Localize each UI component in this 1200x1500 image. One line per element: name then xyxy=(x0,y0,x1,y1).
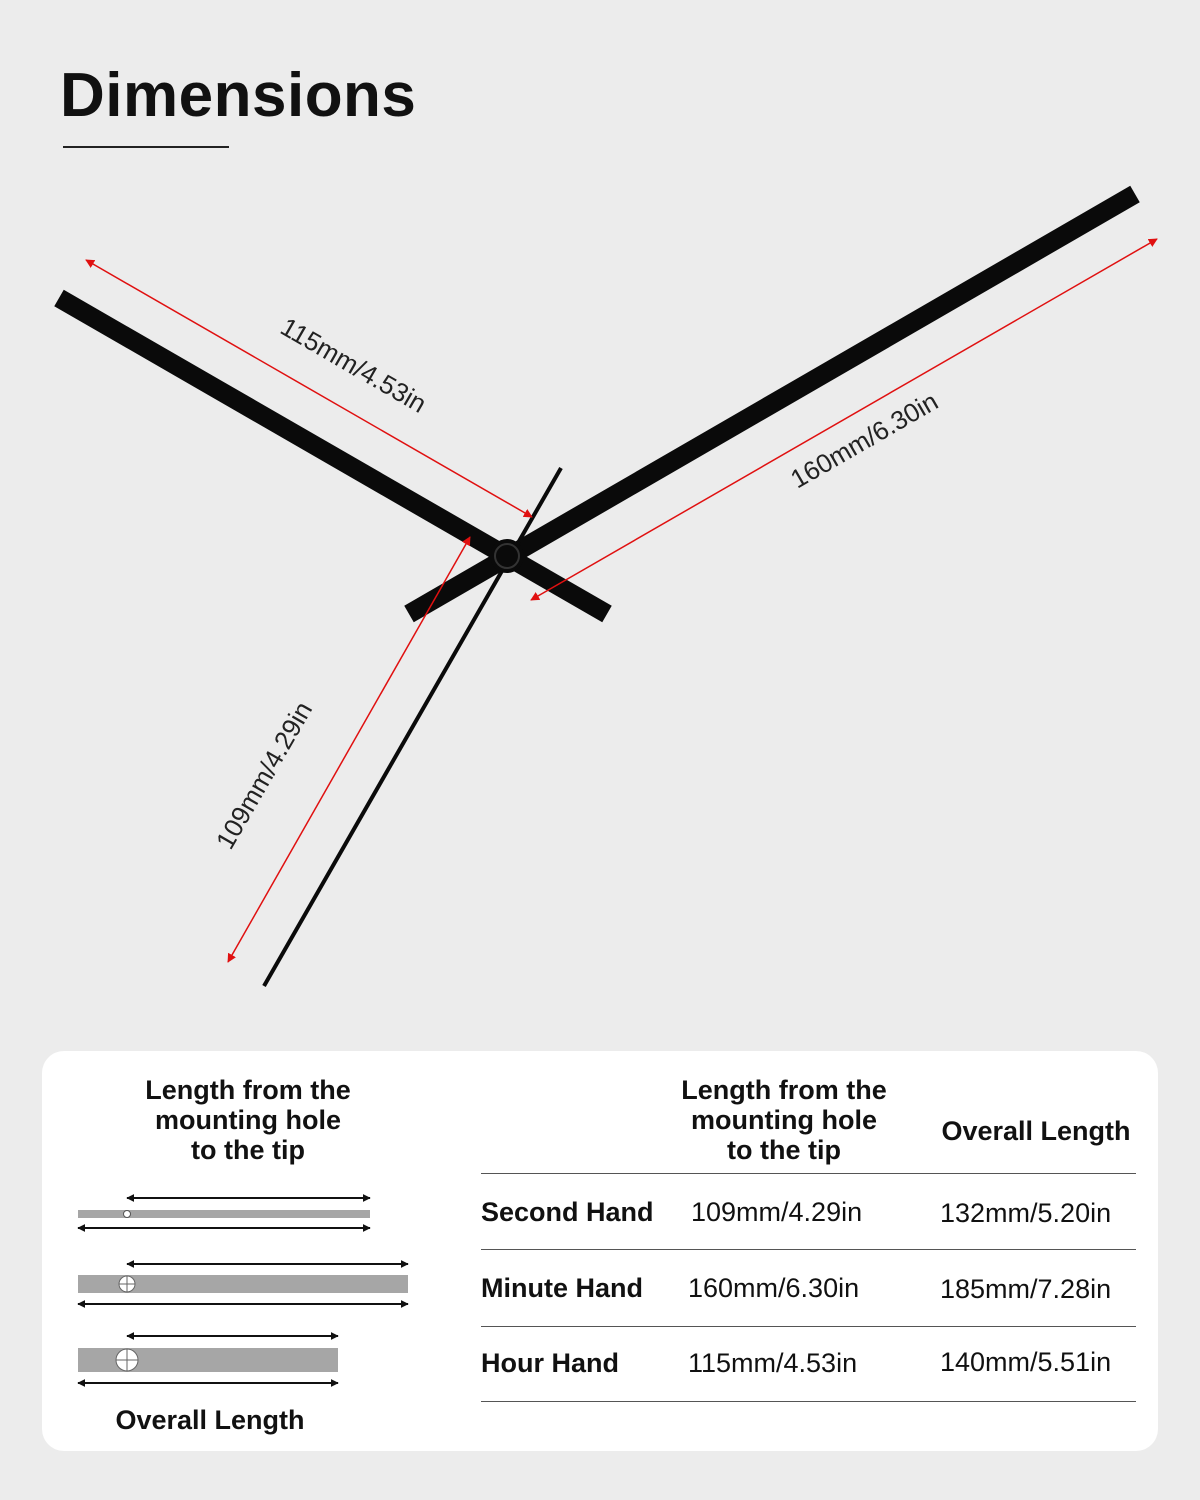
table-cell-overall-length: 185mm/7.28in xyxy=(940,1274,1112,1304)
table-row-label: Second Hand xyxy=(481,1197,654,1227)
table-header-overall-length: Overall Length xyxy=(941,1116,1131,1146)
table-row-divider xyxy=(481,1326,1136,1327)
table-row-label: Hour Hand xyxy=(481,1348,619,1378)
minute-dimension-line xyxy=(531,239,1157,600)
table-header-tip-length-text: Length from the mounting hole to the tip xyxy=(681,1075,887,1166)
table-cell-tip-length: 115mm/4.53in xyxy=(688,1348,858,1378)
minute-dimension-label: 160mm/6.30in xyxy=(785,385,943,495)
table-bottom-rule xyxy=(481,1401,1136,1402)
legend-second-hole-icon xyxy=(124,1211,131,1218)
table-cell-overall-length: 140mm/5.51in xyxy=(940,1347,1112,1377)
table-cell-tip-length: 160mm/6.30in xyxy=(688,1273,860,1303)
hour-dimension-line xyxy=(86,260,532,517)
legend-footer: Overall Length xyxy=(115,1405,305,1435)
legend-header-text: Length from the mounting hole to the tip xyxy=(145,1075,351,1166)
legend-header xyxy=(120,1075,376,1166)
legend-second-bar xyxy=(78,1210,370,1218)
table-cell-overall-length: 132mm/5.20in xyxy=(940,1198,1112,1228)
table-row-label: Minute Hand xyxy=(481,1273,643,1303)
hour-dimension-label: 115mm/4.53in xyxy=(275,311,432,419)
legend-diagram xyxy=(70,1185,420,1395)
table-cell-tip-length: 109mm/4.29in xyxy=(691,1197,863,1227)
table-header-divider xyxy=(481,1173,1136,1174)
table-header-tip-length xyxy=(664,1075,904,1166)
page-title: Dimensions xyxy=(60,61,417,130)
second-dimension-label: 109mm/4.29in xyxy=(209,696,319,855)
table-row-divider xyxy=(481,1249,1136,1250)
